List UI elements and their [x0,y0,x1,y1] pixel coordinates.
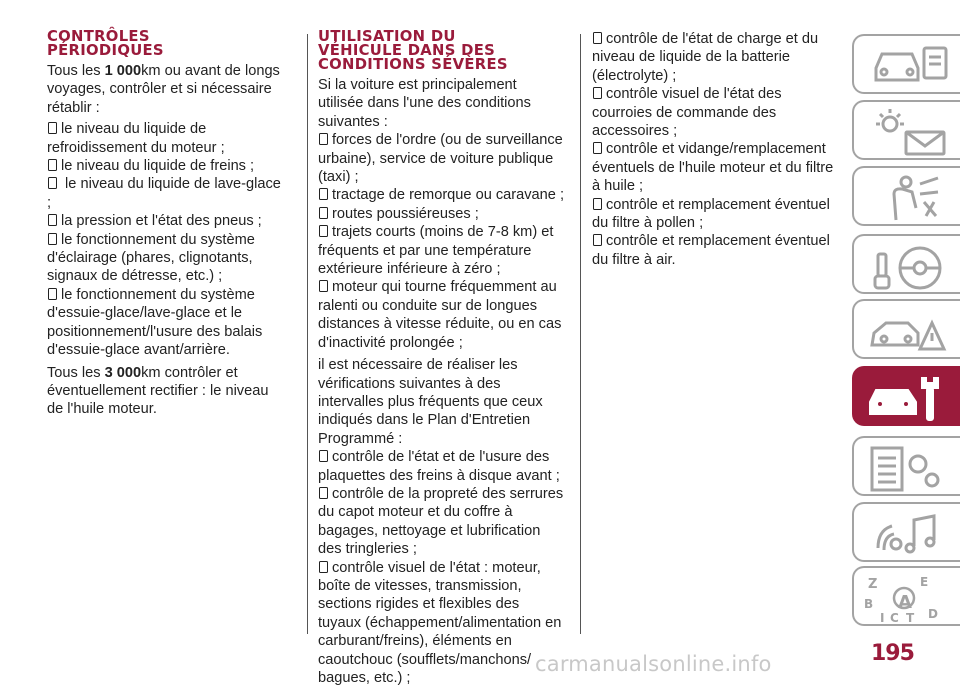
seat-safety-icon [864,172,954,224]
alphabet-index-icon [864,572,954,624]
checkbox-bullet-icon [48,288,57,300]
checkbox-bullet-icon [593,32,602,44]
svg-text:C: C [890,611,899,624]
column-divider [307,34,308,634]
svg-text:I: I [880,611,885,624]
checkbox-bullet-icon [319,561,328,573]
svg-text:D: D [928,607,938,621]
checkbox-bullet-icon [593,234,602,246]
list-item: le niveau du liquide de refroidissement du moteur ; [47,121,225,156]
checkbox-bullet-icon [319,450,328,462]
checkbox-bullet-icon [593,87,602,99]
list-item: la pression et l'état des pneus ; [47,212,287,230]
list-item: tractage de remorque ou caravane ; [318,186,565,204]
checkbox-bullet-icon [48,122,57,134]
paragraph-1000km: Tous les 1 000km ou avant de longs voyages, contrôler et si nécessaire rétablir : [47,63,280,116]
list-item: contrôle de l'état de charge et du niveau de liquide de la batterie (électrolyte) ; [592,31,819,84]
list-item: forces de l'ordre (ou de surveillance urbaine), service de voiture publique (taxi) ; [318,132,563,186]
list-item: routes poussiéreuses ; [318,205,565,223]
car-breakdown-icon [864,305,954,357]
checkbox-bullet-icon [48,159,57,171]
intro-paragraph: Si la voiture est principalement utilisée dans l'une des conditions suivantes : [318,77,531,130]
list-item: contrôle de l'état et de l'usure des plaquettes des freins à disque avant ; [318,449,560,484]
list-item: contrôle et remplacement éventuel du filtre à air. [592,233,830,268]
tab-starting-driving[interactable] [852,234,960,294]
specs-gear-icon [864,442,954,494]
tab-multimedia[interactable] [852,502,960,562]
list-item: moteur qui tourne fréquemment au ralenti ou conduite sur de longues distances à vitesse réduite, ou en cas d'inactivité prolongée ; [318,279,562,351]
list-item: trajets courts (moins de 7-8 km) et fréquents et par une température extérieure inférieure à zéro ; [318,224,554,278]
tab-maintenance[interactable] [852,366,960,426]
tab-seat-safety[interactable] [852,166,960,226]
column-severe-conditions [318,30,565,687]
checkbox-bullet-icon [48,233,57,245]
list-item: contrôle et remplacement éventuel du filtre à pollen ; [592,196,830,232]
multimedia-icon [864,508,954,560]
middle-paragraph: il est nécessaire de réaliser les vérifications suivantes à des intervalles plus fréquents que ceux indiqués dans le Plan d'Entretien Programmé : [318,357,543,447]
tab-warning-lights[interactable] [852,100,960,160]
checkbox-bullet-icon [319,188,328,200]
list-item: contrôle de la propreté des serrures du capot moteur et du coffre à bagages, nettoyage et lubrification des tringleries ; [318,485,564,558]
tab-index[interactable] [852,566,960,626]
svg-text:A: A [898,592,912,613]
list-item: le fonctionnement du système d'essuie-glace/lave-glace et le positionnement/l'usure des balais d'essuie-glace avant/arrière. [47,286,263,359]
list-item: le fonctionnement du système d'éclairage (phares, clignotants, signaux de détresse, etc.) ; [47,231,255,285]
checkbox-bullet-icon [319,487,328,499]
checkbox-bullet-icon [319,280,328,292]
checkbox-bullet-icon [48,177,57,189]
tab-technical-specs[interactable] [852,436,960,496]
section-heading-periodic-checks: CONTRÔLES PÉRIODIQUES [47,28,164,59]
checkbox-bullet-icon [319,133,328,145]
page-number: 195 [871,641,914,666]
checkbox-bullet-icon [319,225,328,237]
checkbox-bullet-icon [593,142,602,154]
key-steering-wheel-icon [864,240,954,292]
car-info-icon [864,40,954,92]
checkbox-bullet-icon [319,207,328,219]
list-item: contrôle visuel de l'état des courroies de commande des accessoires ; [592,86,782,140]
list-item: contrôle et vidange/remplacement éventuels de l'huile moteur et du filtre à huile ; [592,141,834,195]
list-item: le niveau du liquide de freins ; [47,157,287,175]
checkbox-bullet-icon [593,198,602,210]
section-heading-severe-conditions: UTILISATION DU VÉHICULE DANS DES CONDITIONS SÉVÈRES [318,28,508,73]
paragraph-3000km: Tous les 3 000km contrôler et éventuellement rectifier : le niveau de l'huile moteur. [47,364,269,418]
checkbox-bullet-icon [48,214,57,226]
list-item: contrôle visuel de l'état : moteur, boîte de vitesses, transmission, sections rigides et flexibles des tuyaux (échappement/alimentation en carburant/freins), éléments en caoutchouc (soufflets/manchons/ bagues, etc.) ; [318,559,562,686]
tab-emergency[interactable] [852,299,960,359]
column-divider [580,34,581,634]
warning-lights-mail-icon [864,106,954,158]
list-item: le niveau du liquide de lave-glace ; [47,176,281,211]
svg-text:B: B [864,597,874,611]
svg-text:Z: Z [868,577,878,592]
column-periodic-checks [47,30,287,422]
car-wrench-icon [864,372,954,424]
tab-car-info[interactable] [852,34,960,94]
column-additional-checks [592,30,838,269]
watermark: carmanualsonline.info [535,652,772,676]
svg-text:E: E [920,575,929,589]
svg-text:T: T [906,611,915,624]
